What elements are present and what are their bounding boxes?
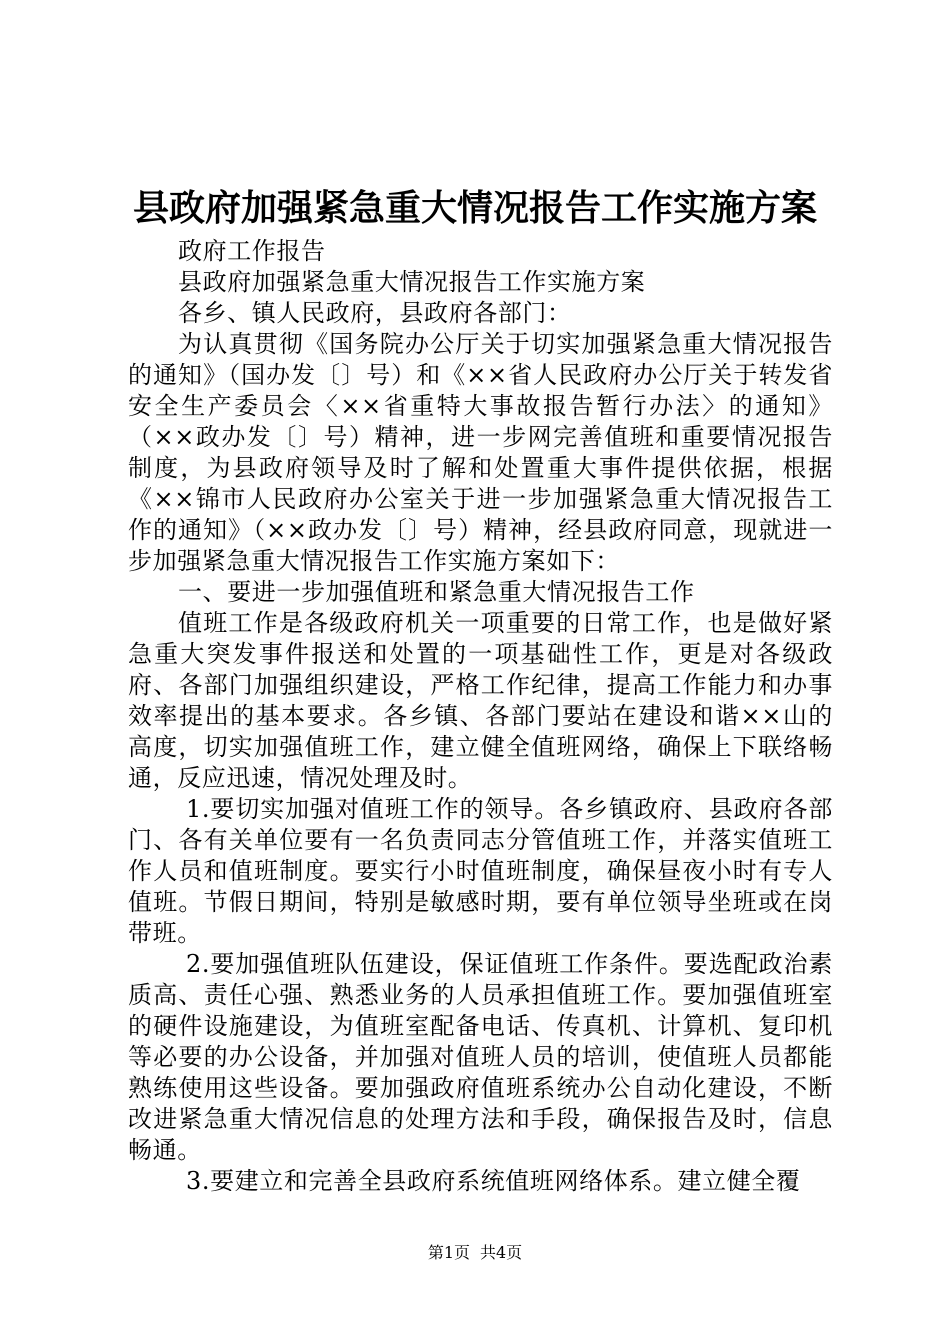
page-total: 共4页 (480, 1243, 523, 1262)
paragraph-item-3: 3.要建立和完善全县政府系统值班网络体系。建立健全覆 (186, 1167, 801, 1195)
paragraph-section-1: 值班工作是各级政府机关一项重要的日常工作，也是做好紧急重大突发事件报送和处置的一项基础性工作，更是对各级政府、各部门加强组织建设，严格工作纪律，提高工作能力和办事效率提出的基本要求。各乡镇、各部门要站在建设和谐××山的高度，切实加强值班工作，建立健全值班网络，确保上下联络畅通，反应迅速，情况处理及时。 (128, 609, 833, 792)
paragraph-item-2: 2.要加强值班队伍建设，保证值班工作条件。要选配政治素质高、责任心强、熟悉业务的人员承担值班工作。要加强值班室的硬件设施建设，为值班室配备电话、传真机、计算机、复印机等必要的办公设备，并加强对值班人员的培训，使值班人员都能熟练使用这些设备。要加强政府值班系统办公自动化建设，不断改进紧急重大情况信息的处理方法和手段，确保报告及时，信息畅通。 (128, 950, 833, 1164)
paragraph-addressee: 各乡、镇人民政府，县政府各部门： (178, 299, 572, 327)
paragraph-intro: 为认真贯彻《国务院办公厅关于切实加强紧急重大情况报告的通知》（国办发〔〕号）和《××省人民政府办公厅关于转发省安全生产委员会〈××省重特大事故报告暂行办法〉的通知》（××政办发〔〕号）精神，进一步网完善值班和重要情况报告制度，为县政府领导及时了解和处置重大事件提供依据，根据《××锦市人民政府办公室关于进一步加强紧急重大情况报告工作的通知》（××政办发〔〕号）精神，经县政府同意，现就进一步加强紧急重大情况报告工作实施方案如下： (128, 330, 833, 575)
paragraph-doc-type: 政府工作报告 (178, 237, 326, 265)
document-body (128, 236, 833, 1197)
document-title: 县政府加强紧急重大情况报告工作实施方案 (132, 187, 817, 229)
page-footer (0, 1242, 950, 1264)
page-number: 第1页 (427, 1243, 470, 1262)
paragraph-item-1: 1.要切实加强对值班工作的领导。各乡镇政府、县政府各部门、各有关单位要有一名负责同志分管值班工作，并落实值班工作人员和值班制度。要实行小时值班制度，确保昼夜小时有专人值班。节假日期间，特别是敏感时期，要有单位领导坐班或在岗带班。 (128, 795, 833, 947)
paragraph-subtitle: 县政府加强紧急重大情况报告工作实施方案 (178, 268, 646, 296)
section-heading-1: 一、要进一步加强值班和紧急重大情况报告工作 (178, 578, 695, 606)
